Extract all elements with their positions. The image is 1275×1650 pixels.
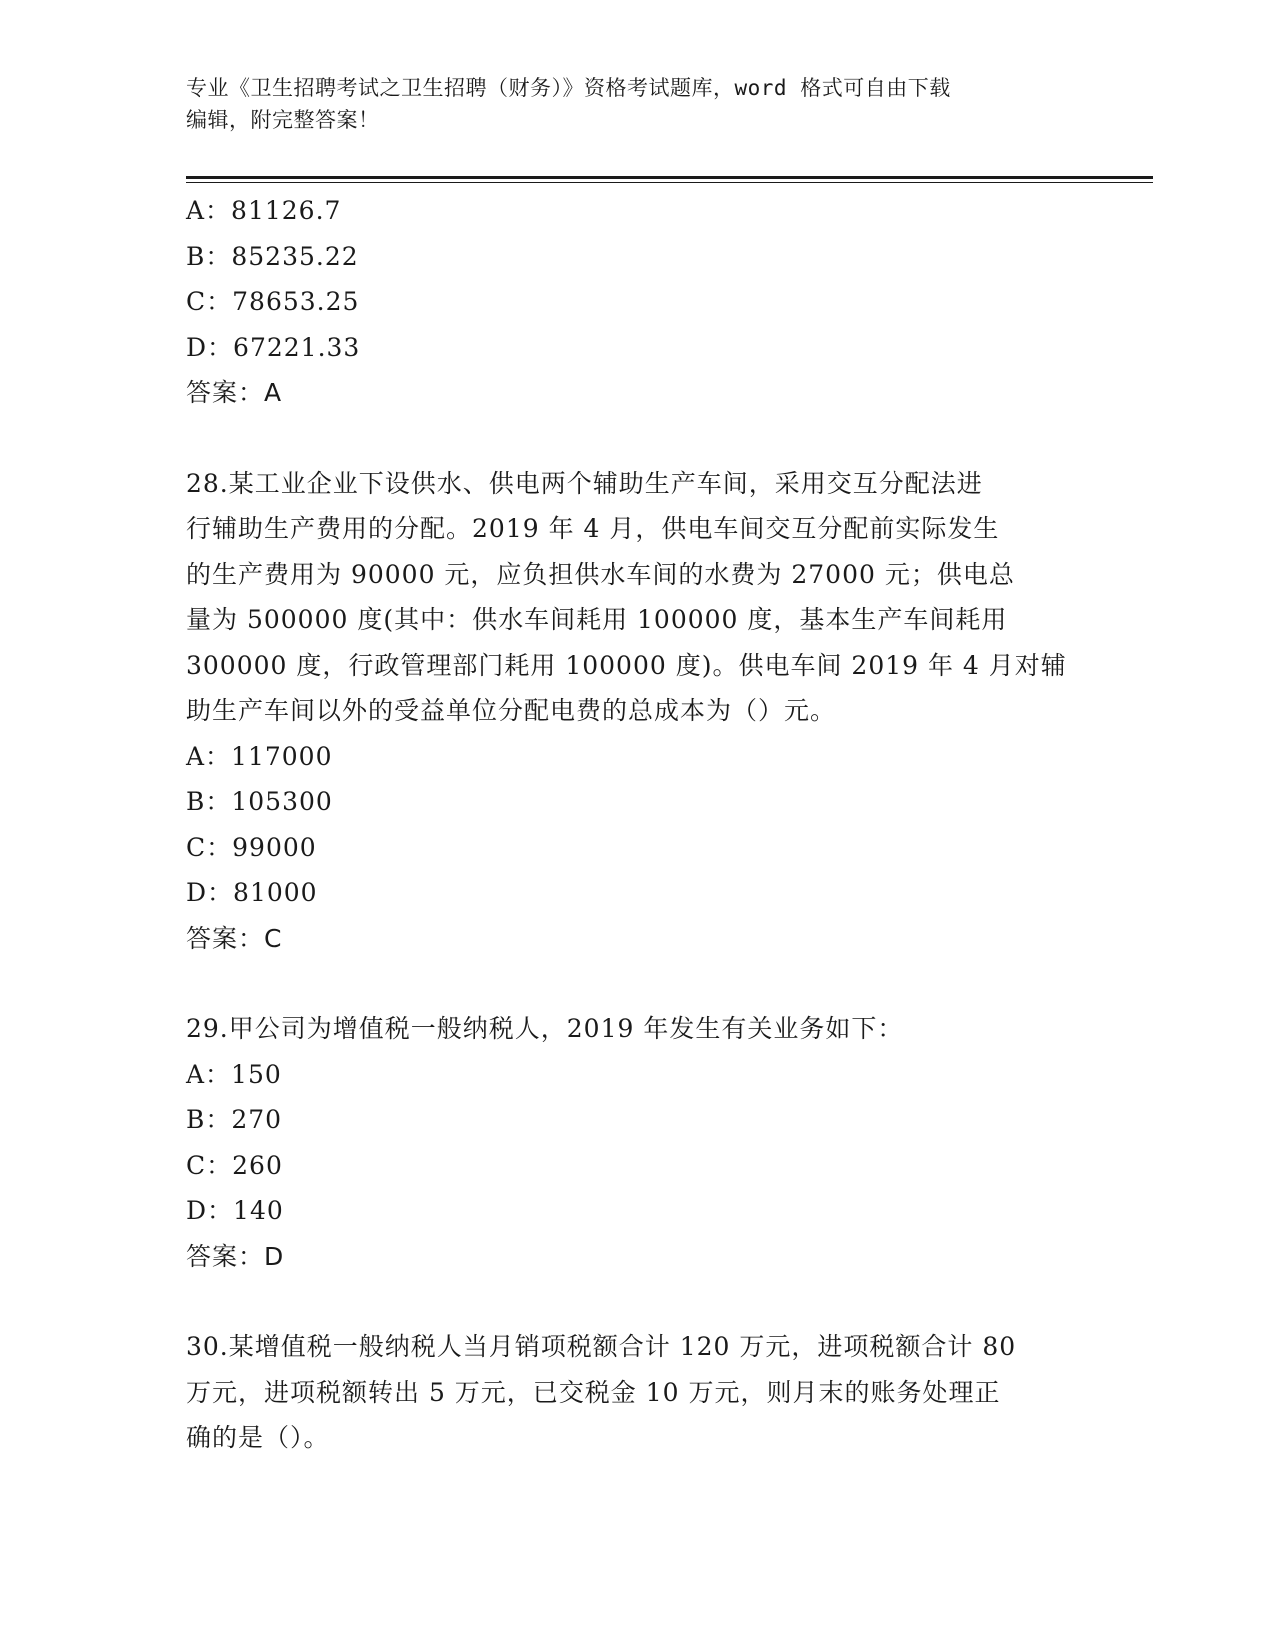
answer: 答案：A — [186, 378, 283, 407]
option-a: A：150 — [186, 1059, 282, 1089]
question-28 — [186, 461, 1086, 962]
option-c: C：99000 — [186, 832, 317, 862]
question-text-line: 30.某增值税一般纳税人当月销项税额合计 120 万元，进项税额合计 80 — [186, 1332, 1017, 1361]
question-text-line: 助生产车间以外的受益单位分配电费的总成本为（）元。 — [186, 696, 837, 725]
answer: 答案：C — [186, 923, 283, 953]
option-d: D：140 — [186, 1196, 284, 1225]
question-29 — [186, 1006, 1086, 1279]
option-a: A：81126.7 — [186, 196, 342, 225]
header-line-2: 编辑，附完整答案！ — [186, 108, 380, 132]
header-divider-thick — [186, 176, 1153, 179]
option-c: C：78653.25 — [186, 287, 360, 316]
document-body — [186, 188, 1086, 1461]
option-b: B：85235.22 — [186, 241, 359, 271]
option-d: D：67221.33 — [186, 332, 361, 362]
question-text-line: 万元，进项税额转出 5 万元，已交税金 10 万元，则月末的账务处理正 — [186, 1377, 1001, 1407]
question-text-line: 确的是（）。 — [186, 1423, 330, 1452]
question-27 — [186, 188, 1086, 416]
option-c: C：260 — [186, 1150, 283, 1180]
question-text-line: 28.某工业企业下设供水、供电两个辅助生产车间，采用交互分配法进 — [186, 468, 983, 498]
option-b: B：105300 — [186, 787, 333, 816]
question-text-line: 行辅助生产费用的分配。2019 年 4 月，供电车间交互分配前实际发生 — [186, 514, 1000, 543]
question-30 — [186, 1324, 1086, 1461]
answer: 答案：D — [186, 1241, 285, 1271]
option-a: A：117000 — [186, 741, 333, 771]
question-text-line: 300000 度，行政管理部门耗用 100000 度)。供电车间 2019 年 4 月对辅 — [186, 650, 1067, 680]
question-text-line: 29.甲公司为增值税一般纳税人，2019 年发生有关业务如下： — [186, 1014, 904, 1043]
option-b: B：270 — [186, 1105, 283, 1134]
option-d: D：81000 — [186, 878, 318, 907]
question-text-line: 的生产费用为 90000 元，应负担供水车间的水费为 27000 元；供电总 — [186, 559, 1015, 589]
question-text-line: 量为 500000 度(其中：供水车间耗用 100000 度，基本生产车间耗用 — [186, 605, 1008, 634]
header-divider-thin — [186, 182, 1153, 183]
header-line-1: 专业《卫生招聘考试之卫生招聘（财务）》资格考试题库，word 格式可自由下载 — [186, 76, 951, 100]
document-header — [186, 72, 1086, 136]
